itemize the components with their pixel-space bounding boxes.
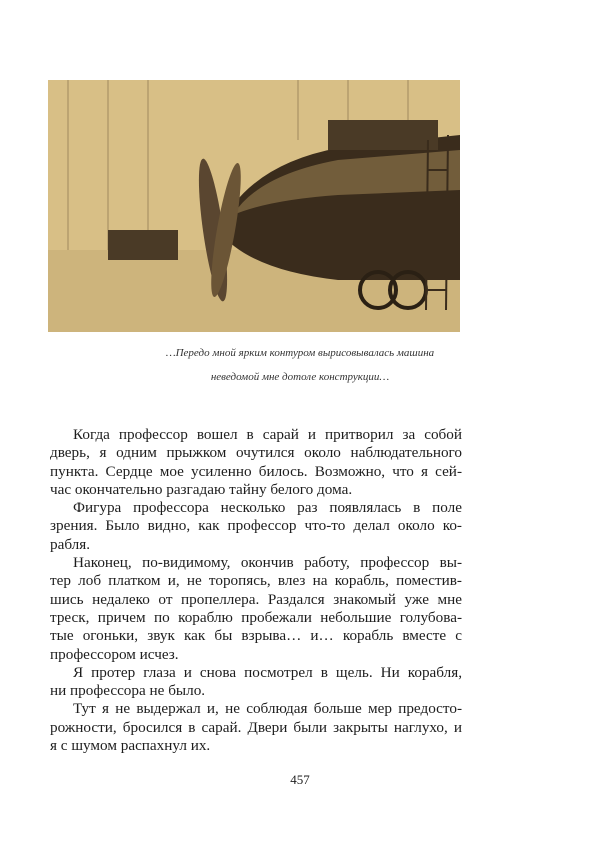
illustration-caption-line-2: неведомой мне дотоле конструкции… — [210, 371, 390, 383]
paragraph-line: профессором исчез. — [50, 645, 179, 663]
illustration-caption-line-1: …Передо мной ярким контуром вырисовывалась машина — [165, 347, 435, 359]
body-text — [50, 426, 462, 755]
paragraph-line: Когда профессор вошел в сарай и притворил за собой — [73, 426, 462, 443]
paragraph-line: я с шумом распахнул их. — [50, 737, 211, 755]
paragraph-line: пункта. Сердце мое усиленно билось. Возможно, что я сей- — [50, 462, 462, 480]
paragraph-line: Я протер глаза и снова посмотрел в щель. Ни корабля, — [73, 663, 462, 681]
paragraph-line: час окончательно разгадаю тайну белого дома. — [50, 480, 353, 498]
paragraph-line: зрения. Было видно, как профессор что-то делал около ко- — [50, 517, 462, 535]
paragraph-line: ни профессора не было. — [50, 682, 206, 700]
paragraph-line: Наконец, по-видимому, окончив работу, профессор вы- — [73, 554, 462, 572]
paragraph-line: шись недалеко от пропеллера. Раздался знакомый уже мне — [50, 590, 462, 608]
paragraph-line: тые огоньки, звук как бы взрыва… и… корабль вместе с — [50, 627, 462, 645]
paragraph-line: Фигура профессора несколько раз появлялась в поле — [73, 499, 462, 517]
page-number: 457 — [290, 772, 310, 787]
paragraph-line: рожности, бросился в сарай. Двери были закрыты наглухо, и — [50, 718, 462, 736]
submarine-illustration — [48, 80, 460, 332]
paragraph-line: дверь, я одним прыжком очутился около наблюдательного — [50, 444, 462, 462]
paragraph-line: треск, причем по кораблю пробежали небольшие голубова- — [50, 608, 462, 626]
paragraph-line: Тут я не выдержал и, не соблюдая больше мер предосто- — [73, 700, 462, 718]
paragraph-line: рабля. — [50, 535, 91, 553]
paragraph-line: тер лоб платком и, не торопясь, влез на корабль, поместив- — [50, 572, 462, 590]
